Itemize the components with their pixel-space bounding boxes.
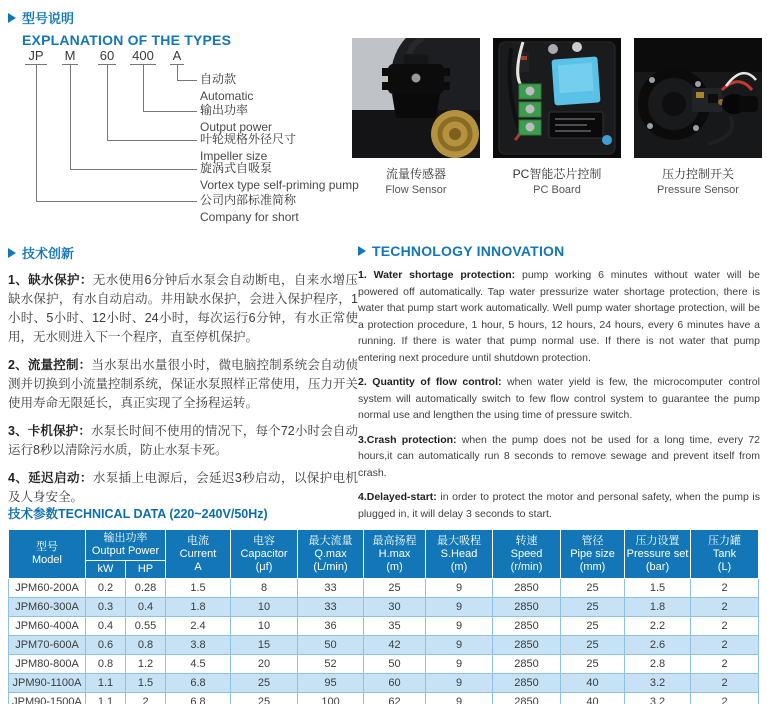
value-cell: 9: [426, 636, 493, 655]
innovation-zh-item-2: 2、流量控制：当水泵出水量很小时，微电脑控制系统会自动侦测并切换到小流量控制系统，保证水泵照样正常使用，压力开关使用寿命无限延长，真正实现了全扬程运转。: [8, 358, 359, 410]
value-cell: 42: [364, 636, 426, 655]
value-cell: 6.8: [166, 674, 231, 693]
connector-line: [36, 65, 197, 202]
model-cell: JPM60-400A: [9, 617, 86, 636]
photo-caption-en: PC Board: [533, 184, 581, 196]
innovation-en-item-4: 4.Delayed-start: in order to protect the motor and personal safety, when the pump is plugged in, it will delay 3 seconds to start.: [358, 491, 760, 520]
value-cell: 9: [426, 655, 493, 674]
col-hp: HP: [126, 561, 166, 579]
value-cell: 2: [126, 693, 166, 704]
model-cell: JPM60-300A: [9, 598, 86, 617]
col-pipe-size: 管径 Pipe size (mm): [561, 530, 625, 579]
col-tank: 压力罐 Tank (L): [691, 530, 759, 579]
value-cell: 9: [426, 674, 493, 693]
value-cell: 35: [364, 617, 426, 636]
innovation-section-zh: [8, 243, 358, 507]
value-cell: 1.5: [166, 579, 231, 598]
value-cell: 33: [298, 579, 364, 598]
value-cell: 25: [561, 617, 625, 636]
value-cell: 1.2: [126, 655, 166, 674]
table-row: [9, 674, 759, 693]
value-cell: 2.2: [625, 617, 691, 636]
flow-sensor-photo: [352, 38, 480, 196]
value-cell: 0.55: [126, 617, 166, 636]
model-cell: JPM60-200A: [9, 579, 86, 598]
value-cell: 1.8: [166, 598, 231, 617]
types-section-header: [8, 8, 231, 27]
value-cell: 40: [561, 693, 625, 704]
col-kw: kW: [86, 561, 126, 579]
col-hmax: 最高扬程 H.max (m): [364, 530, 426, 579]
types-title-zh: 型号说明: [22, 11, 75, 26]
model-code-400: 400: [132, 48, 154, 63]
table-row: [9, 636, 759, 655]
table-body: [9, 579, 759, 704]
code-label-vortex-pump: 旋涡式自吸泵 Vortex type self-priming pump: [200, 161, 359, 192]
value-cell: 40: [561, 674, 625, 693]
value-cell: 0.4: [86, 617, 126, 636]
value-cell: 1.1: [86, 674, 126, 693]
value-cell: 25: [561, 579, 625, 598]
innovation-en-title: TECHNOLOGY INNOVATION: [372, 243, 565, 259]
value-cell: 9: [426, 617, 493, 636]
table-header: [9, 530, 759, 579]
value-cell: 36: [298, 617, 364, 636]
value-cell: 25: [561, 598, 625, 617]
code-label-automatic: 自动款 Automatic: [200, 72, 254, 103]
pressure-sensor-image: [634, 38, 762, 158]
value-cell: 6.8: [166, 693, 231, 704]
value-cell: 9: [426, 579, 493, 598]
value-cell: 1.5: [625, 579, 691, 598]
col-model: 型号 Model: [9, 530, 86, 579]
code-label-output-power: 输出功率 Output power: [200, 103, 273, 134]
value-cell: 3.2: [625, 693, 691, 704]
value-cell: 15: [231, 636, 298, 655]
col-speed: 转速 Speed (r/min): [493, 530, 561, 579]
value-cell: 95: [298, 674, 364, 693]
value-cell: 2: [691, 598, 759, 617]
value-cell: 25: [561, 636, 625, 655]
code-label-company: 公司内部标准简称 Company for short: [200, 193, 299, 224]
col-pressure-set: 压力设置 Pressure set (bar): [625, 530, 691, 579]
value-cell: 25: [561, 655, 625, 674]
model-cell: JPM90-1500A: [9, 693, 86, 704]
value-cell: 2: [691, 617, 759, 636]
value-cell: 0.2: [86, 579, 126, 598]
product-photos: [352, 38, 762, 196]
table-row: [9, 598, 759, 617]
technical-data-table: [8, 529, 759, 704]
value-cell: 2850: [493, 617, 561, 636]
value-cell: 1.5: [126, 674, 166, 693]
innovation-en-item-3: 3.Crash protection: when the pump does not be used for a long time, every 72 hours,it can automatically run 8 seconds to remove sewage and prevent itself from crash.: [358, 433, 761, 479]
value-cell: 3.8: [166, 636, 231, 655]
innovation-en-item-2: 2. Quantity of flow control: when water yield is few, the microcomputer control system will automatically switch to few flow control system to guarantee the pump normal use and lengthen the using time of pressure switch.: [358, 376, 760, 421]
pc-board-photo: [493, 38, 621, 196]
value-cell: 2: [691, 655, 759, 674]
photo-caption-zh: PC智能芯片控制: [512, 167, 602, 181]
model-code-jp: JP: [28, 48, 44, 63]
model-cell: JPM90-1100A: [9, 674, 86, 693]
value-cell: 0.6: [86, 636, 126, 655]
table-row: [9, 655, 759, 674]
table-row: [9, 579, 759, 598]
value-cell: 1.8: [625, 598, 691, 617]
value-cell: 2: [691, 579, 759, 598]
value-cell: 30: [364, 598, 426, 617]
types-title-en: EXPLANATION OF THE TYPES: [22, 32, 232, 48]
value-cell: 33: [298, 598, 364, 617]
model-cell: JPM80-800A: [9, 655, 86, 674]
types-section: [8, 8, 231, 48]
value-cell: 2.8: [625, 655, 691, 674]
innovation-zh-item-1: 1、缺水保护：无水使用6分钟后水泵会自动断电，自来水增压缺水保护，有水自动启动。井用缺水保护，会进入保护程序，1小时、5小时、12小时、24小时，每次运行6分钟，有水正常使用，无水则进入下一个程序，直至停机保护。: [8, 273, 359, 344]
value-cell: 25: [364, 579, 426, 598]
model-code-60: 60: [99, 48, 115, 63]
table-row: [9, 693, 759, 704]
value-cell: 50: [364, 655, 426, 674]
value-cell: 10: [231, 617, 298, 636]
col-shead: 最大吸程 S.Head (m): [426, 530, 493, 579]
photo-caption-zh: 压力控制开关: [661, 167, 734, 181]
innovation-zh-title: 技术创新: [22, 246, 75, 261]
innovation-en-header: [358, 243, 760, 259]
model-code-m: M: [64, 48, 76, 63]
value-cell: 2.4: [166, 617, 231, 636]
pc-board-image: [493, 38, 621, 158]
technical-data-section: [8, 504, 760, 704]
value-cell: 2850: [493, 693, 561, 704]
code-label-impeller-size: 叶轮规格外径尺寸 Impeller size: [200, 132, 297, 163]
model-code-diagram: [10, 48, 360, 228]
value-cell: 9: [426, 598, 493, 617]
value-cell: 2850: [493, 636, 561, 655]
photo-caption-en: Pressure Sensor: [657, 184, 739, 196]
value-cell: 2850: [493, 579, 561, 598]
value-cell: 10: [231, 598, 298, 617]
value-cell: 2850: [493, 598, 561, 617]
innovation-section-en: [358, 243, 760, 522]
innovation-zh-item-3: 3、卡机保护：水泵长时间不使用的情况下，每个72小时会自动运行8秒以清除污水质，防止水泵卡死。: [8, 424, 359, 457]
photo-caption-en: Flow Sensor: [385, 184, 447, 196]
col-output-power: 输出功率 Output Power: [86, 530, 166, 561]
photo-caption-zh: 流量传感器: [385, 167, 446, 181]
table-row: [9, 617, 759, 636]
value-cell: 2.6: [625, 636, 691, 655]
section-marker-icon: [358, 246, 366, 256]
value-cell: 2: [691, 636, 759, 655]
innovation-en-item-1: 1. Water shortage protection: pump working 6 minutes without water will be powered off automatically. Tap water pressurize water shortage protection, there is water that pump start work automatically. Well pump water shortage protection, will be a protection procedure, 1 hour, 5 hours, 12 hours, 24 hours, every 6 minutes have a running. If there is water that pump normal use. If there is not water that pump entering next procedure until shutdown protection.: [358, 269, 760, 364]
value-cell: 0.3: [86, 598, 126, 617]
flow-sensor-image: [352, 38, 480, 158]
technical-data-title: 技术参数TECHNICAL DATA (220~240V/50Hz): [8, 507, 268, 521]
value-cell: 100: [298, 693, 364, 704]
value-cell: 2850: [493, 655, 561, 674]
value-cell: 50: [298, 636, 364, 655]
value-cell: 0.4: [126, 598, 166, 617]
value-cell: 52: [298, 655, 364, 674]
value-cell: 3.2: [625, 674, 691, 693]
col-qmax: 最大流量 Q.max (L/min): [298, 530, 364, 579]
value-cell: 0.8: [86, 655, 126, 674]
pressure-sensor-photo: [634, 38, 762, 196]
value-cell: 0.8: [126, 636, 166, 655]
value-cell: 1.1: [86, 693, 126, 704]
col-current: 电流 Current A: [166, 530, 231, 579]
section-marker-icon: [8, 248, 16, 258]
value-cell: 4.5: [166, 655, 231, 674]
model-code-a: A: [172, 48, 182, 63]
innovation-zh-header: [8, 243, 358, 262]
value-cell: 60: [364, 674, 426, 693]
value-cell: 25: [231, 693, 298, 704]
value-cell: 20: [231, 655, 298, 674]
value-cell: 2: [691, 674, 759, 693]
value-cell: 62: [364, 693, 426, 704]
value-cell: 2850: [493, 674, 561, 693]
value-cell: 0.28: [126, 579, 166, 598]
model-cell: JPM70-600A: [9, 636, 86, 655]
value-cell: 9: [426, 693, 493, 704]
section-marker-icon: [8, 13, 16, 23]
col-capacitor: 电容 Capacitor (μf): [231, 530, 298, 579]
innovation-zh-item-4: 4、延迟启动：水泵插上电源后，会延迟3秒启动，以保护电机及人身安全。: [8, 471, 359, 504]
value-cell: 25: [231, 674, 298, 693]
value-cell: 2: [691, 693, 759, 704]
value-cell: 8: [231, 579, 298, 598]
